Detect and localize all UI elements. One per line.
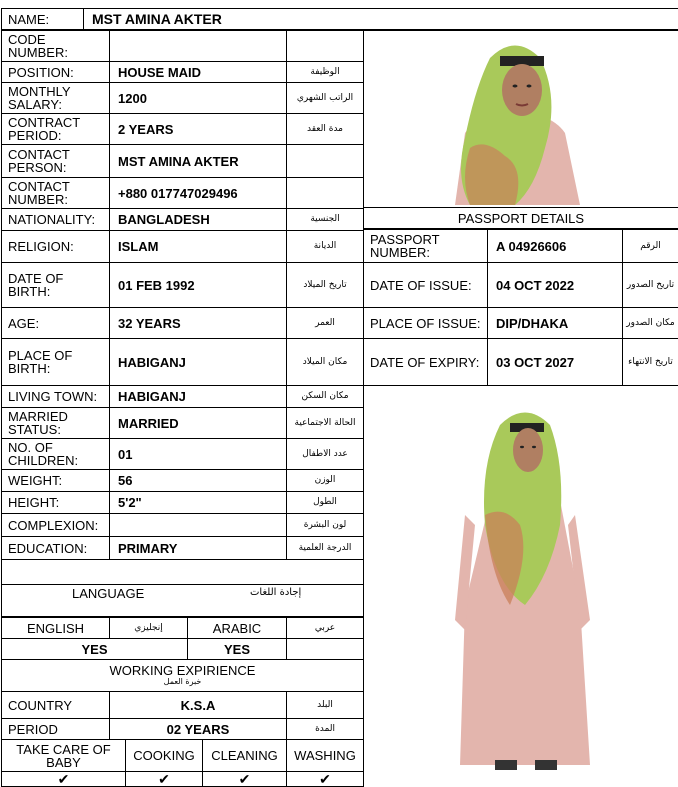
row-label: DATE OF BIRTH: <box>1 262 110 308</box>
arabic-level: YES <box>187 638 287 660</box>
row-label-arabic: الديانة <box>286 230 364 263</box>
passport-row-value: A 04926606 <box>487 229 623 263</box>
row-label-arabic: تاريخ الميلاد <box>286 262 364 308</box>
row-label-arabic: الجنسية <box>286 208 364 231</box>
row-value: 5'2" <box>109 491 287 514</box>
passport-row-label: DATE OF ISSUE: <box>363 262 488 308</box>
passport-row-value: 04 OCT 2022 <box>487 262 623 308</box>
language-header <box>1 584 364 617</box>
row-value: HABIGANJ <box>109 338 287 386</box>
passport-row-label-arabic: الرقم <box>622 229 678 263</box>
language-title: LANGUAGE <box>72 586 145 601</box>
name-value: MST AMINA AKTER <box>83 8 678 30</box>
blank-row <box>1 559 364 585</box>
row-value: 01 FEB 1992 <box>109 262 287 308</box>
row-label-arabic: مدة العقد <box>286 113 364 145</box>
passport-row-label-arabic: تاريخ الصدور <box>622 262 678 308</box>
skill-cooking: COOKING <box>125 739 203 772</box>
empty-cell <box>286 638 364 660</box>
experience-header <box>1 659 364 692</box>
row-value: +880 017747029496 <box>109 177 287 209</box>
row-label-arabic: الدرجة العلمية <box>286 536 364 560</box>
row-label: AGE: <box>1 307 110 339</box>
row-label: RELIGION: <box>1 230 110 263</box>
passport-title: PASSPORT DETAILS <box>363 207 678 229</box>
row-label-arabic: الوظيفة <box>286 61 364 83</box>
row-label: MONTHLY SALARY: <box>1 82 110 114</box>
passport-row-label: DATE OF EXPIRY: <box>363 338 488 386</box>
period-label-arabic: المدة <box>286 718 364 740</box>
row-label-arabic <box>286 30 364 62</box>
passport-row-value: 03 OCT 2027 <box>487 338 623 386</box>
row-value: HOUSE MAID <box>109 61 287 83</box>
english-label-arabic: إنجليزي <box>109 617 188 639</box>
row-label-arabic: الوزن <box>286 469 364 492</box>
country-label: COUNTRY <box>1 691 110 719</box>
english-level: YES <box>1 638 188 660</box>
language-title-arabic: إجادة اللغات <box>250 587 302 598</box>
row-label: LIVING TOWN: <box>1 385 110 408</box>
row-label: HEIGHT: <box>1 491 110 514</box>
row-value: 01 <box>109 438 287 470</box>
experience-title-arabic: خبرة العمل <box>163 677 202 686</box>
check-cleaning-icon: ✔ <box>202 771 287 787</box>
arabic-label-arabic: عربي <box>286 617 364 639</box>
row-label-arabic: لون البشرة <box>286 513 364 537</box>
passport-row-label-arabic: تاريخ الانتهاء <box>622 338 678 386</box>
row-label: POSITION: <box>1 61 110 83</box>
row-value: 56 <box>109 469 287 492</box>
row-value: MARRIED <box>109 407 287 439</box>
period-value: 02 YEARS <box>109 718 287 740</box>
row-label-arabic: الطول <box>286 491 364 514</box>
row-value: BANGLADESH <box>109 208 287 231</box>
passport-row-value: DIP/DHAKA <box>487 307 623 339</box>
row-label: CODE NUMBER: <box>1 30 110 62</box>
row-label-arabic: مكان الميلاد <box>286 338 364 386</box>
passport-row-label: PASSPORT NUMBER: <box>363 229 488 263</box>
row-value <box>109 30 287 62</box>
row-label: NO. OF CHILDREN: <box>1 438 110 470</box>
row-value: 1200 <box>109 82 287 114</box>
row-label: COMPLEXION: <box>1 513 110 537</box>
row-label-arabic <box>286 177 364 209</box>
check-cooking-icon: ✔ <box>125 771 203 787</box>
passport-row-label: PLACE OF ISSUE: <box>363 307 488 339</box>
row-label: WEIGHT: <box>1 469 110 492</box>
name-label: NAME: <box>1 8 84 30</box>
row-label: CONTACT NUMBER: <box>1 177 110 209</box>
passport-row-label-arabic: مكان الصدور <box>622 307 678 339</box>
skill-babycare: TAKE CARE OF BABY <box>1 739 126 772</box>
row-label: EDUCATION: <box>1 536 110 560</box>
row-value <box>109 513 287 537</box>
row-value: MST AMINA AKTER <box>109 144 287 178</box>
row-label-arabic: عدد الاطفال <box>286 438 364 470</box>
row-label: NATIONALITY: <box>1 208 110 231</box>
country-value: K.S.A <box>109 691 287 719</box>
country-label-arabic: البلد <box>286 691 364 719</box>
skill-cleaning: CLEANING <box>202 739 287 772</box>
row-label: PLACE OF BIRTH: <box>1 338 110 386</box>
arabic-label: ARABIC <box>187 617 287 639</box>
row-label-arabic: الراتب الشهري <box>286 82 364 114</box>
row-label: CONTRACT PERIOD: <box>1 113 110 145</box>
row-value: PRIMARY <box>109 536 287 560</box>
check-babycare-icon: ✔ <box>1 771 126 787</box>
period-label: PERIOD <box>1 718 110 740</box>
row-label-arabic: مكان السكن <box>286 385 364 408</box>
check-washing-icon: ✔ <box>286 771 364 787</box>
row-label-arabic <box>286 144 364 178</box>
row-label: MARRIED STATUS: <box>1 407 110 439</box>
experience-title: WORKING EXPIRIENCE <box>109 663 256 678</box>
row-value: HABIGANJ <box>109 385 287 408</box>
skill-washing: WASHING <box>286 739 364 772</box>
row-label-arabic: الحالة الاجتماعية <box>286 407 364 439</box>
full-body-photo <box>450 405 600 775</box>
row-value: ISLAM <box>109 230 287 263</box>
english-label: ENGLISH <box>1 617 110 639</box>
row-value: 2 YEARS <box>109 113 287 145</box>
row-label-arabic: العمر <box>286 307 364 339</box>
row-label: CONTACT PERSON: <box>1 144 110 178</box>
row-value: 32 YEARS <box>109 307 287 339</box>
portrait-photo <box>445 38 585 205</box>
